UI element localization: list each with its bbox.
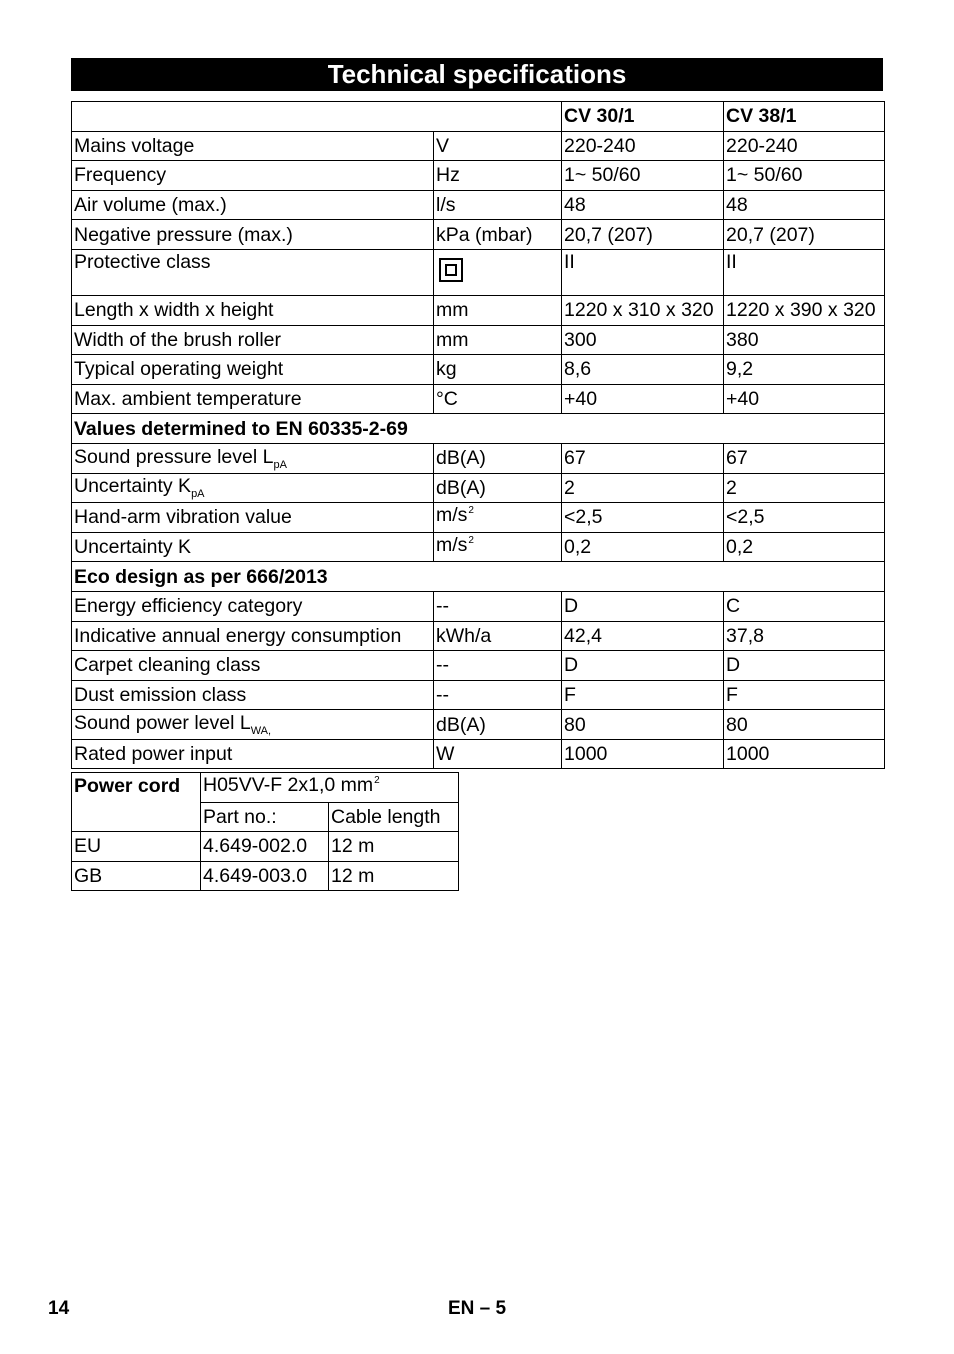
spec-label: Uncertainty K [72,532,434,562]
spec-unit: V [434,131,562,161]
spec-value-cv30: 2 [562,473,724,503]
spec-unit: dB(A) [434,710,562,740]
cord-part-no: 4.649-003.0 [201,861,329,891]
spec-value-cv38: 2 [724,473,885,503]
spec-unit: Hz [434,161,562,191]
spec-unit [434,532,562,562]
spec-label [72,473,434,503]
specifications-table [71,101,885,769]
spec-value-cv38: 0,2 [724,532,885,562]
spec-value-cv30: 67 [562,443,724,473]
spec-label [72,710,434,740]
label-subscript: WA, [250,725,272,738]
section-row [72,562,885,592]
spec-value-cv38: 9,2 [724,355,885,385]
unit-text: m/s [436,504,468,527]
spec-value-cv38: 1220 x 390 x 320 [724,295,885,325]
spec-label: Carpet cleaning class [72,651,434,681]
spec-value-cv38: 1~ 50/60 [724,161,885,191]
table-row [72,651,885,681]
spec-value-cv38: 1000 [724,739,885,769]
spec-label: Energy efficiency category [72,591,434,621]
section-row [72,414,885,444]
spec-label [72,443,434,473]
table-row [72,473,885,503]
table-row [72,532,885,562]
spec-label: Protective class [72,249,434,295]
spec-value-cv30: D [562,591,724,621]
spec-unit: kPa (mbar) [434,220,562,250]
table-row [72,249,885,295]
unit-superscript: 2 [468,505,474,517]
table-row [72,295,885,325]
table-row [72,861,459,891]
spec-value-cv38: 20,7 (207) [724,220,885,250]
spec-value-cv30: 220-240 [562,131,724,161]
cord-type-superscript: 2 [374,775,380,787]
spec-value-cv30: F [562,680,724,710]
header-blank-cell [72,102,562,132]
page-label: EN – 5 [448,1298,507,1319]
spec-value-cv30: +40 [562,384,724,414]
cable-length-header: Cable length [329,802,459,832]
spec-value-cv30: 48 [562,190,724,220]
model-header-cv38: CV 38/1 [724,102,885,132]
spec-unit: -- [434,591,562,621]
cord-type [201,773,459,803]
label-text: Sound pressure level L [74,445,274,468]
table-row [72,190,885,220]
spec-unit: mm [434,295,562,325]
spec-unit: mm [434,325,562,355]
table-row [72,503,885,533]
spec-value-cv38: F [724,680,885,710]
spec-value-cv38: 67 [724,443,885,473]
spec-value-cv30: 80 [562,710,724,740]
table-row [72,621,885,651]
table-row [72,680,885,710]
table-row [72,131,885,161]
model-header-cv30: CV 30/1 [562,102,724,132]
table-row [72,325,885,355]
spec-value-cv38: D [724,651,885,681]
power-cord-table [71,772,459,891]
label-subscript: pA [191,488,205,501]
label-subscript: pA [273,458,287,471]
section-heading-eco: Eco design as per 666/2013 [72,562,885,592]
spec-label: Max. ambient temperature [72,384,434,414]
table-header-row [72,102,885,132]
cord-region: GB [72,861,201,891]
spec-unit [434,503,562,533]
spec-label: Length x width x height [72,295,434,325]
table-row [72,161,885,191]
spec-label: Air volume (max.) [72,190,434,220]
spec-value-cv30: 1220 x 310 x 320 [562,295,724,325]
table-row [72,355,885,385]
spec-value-cv30: 1~ 50/60 [562,161,724,191]
spec-value-cv38: II [724,249,885,295]
cord-part-no: 4.649-002.0 [201,832,329,862]
spec-label: Hand-arm vibration value [72,503,434,533]
spec-unit: kWh/a [434,621,562,651]
cord-type-text: H05VV-F 2x1,0 mm [203,774,374,797]
spec-unit: W [434,739,562,769]
part-no-header: Part no.: [201,802,329,832]
spec-value-cv38: <2,5 [724,503,885,533]
spec-label: Typical operating weight [72,355,434,385]
spec-label: Rated power input [72,739,434,769]
protection-class-ii-icon [439,258,463,282]
unit-superscript: 2 [468,535,474,547]
spec-label: Negative pressure (max.) [72,220,434,250]
spec-unit [434,249,562,295]
spec-value-cv38: 37,8 [724,621,885,651]
spec-unit: dB(A) [434,443,562,473]
table-row [72,220,885,250]
table-row [72,384,885,414]
spec-unit: -- [434,651,562,681]
table-row [72,443,885,473]
page-number: 14 [48,1298,70,1319]
spec-value-cv30: 8,6 [562,355,724,385]
table-row [72,710,885,740]
spec-label: Indicative annual energy consumption [72,621,434,651]
spec-value-cv30: D [562,651,724,681]
spec-value-cv38: 220-240 [724,131,885,161]
page-title: Technical specifications [71,58,883,91]
table-row [72,591,885,621]
cord-header-row [72,773,459,803]
spec-value-cv38: 80 [724,710,885,740]
cord-length: 12 m [329,832,459,862]
cord-region: EU [72,832,201,862]
spec-label: Frequency [72,161,434,191]
spec-label: Mains voltage [72,131,434,161]
spec-unit: dB(A) [434,473,562,503]
spec-value-cv38: 380 [724,325,885,355]
label-text: Uncertainty K [74,475,192,498]
section-heading-en: Values determined to EN 60335-2-69 [72,414,885,444]
spec-value-cv30: 300 [562,325,724,355]
spec-value-cv30: <2,5 [562,503,724,533]
spec-label: Width of the brush roller [72,325,434,355]
table-row [72,739,885,769]
spec-unit: kg [434,355,562,385]
spec-unit: -- [434,680,562,710]
spec-value-cv38: 48 [724,190,885,220]
spec-value-cv38: C [724,591,885,621]
spec-value-cv30: 42,4 [562,621,724,651]
table-row [72,832,459,862]
unit-text: m/s [436,534,468,557]
spec-label: Dust emission class [72,680,434,710]
power-cord-label: Power cord [72,773,201,832]
spec-value-cv30: 0,2 [562,532,724,562]
spec-value-cv30: 1000 [562,739,724,769]
spec-value-cv30: 20,7 (207) [562,220,724,250]
spec-unit: °C [434,384,562,414]
spec-unit: l/s [434,190,562,220]
label-text: Sound power level L [74,712,251,735]
spec-value-cv38: +40 [724,384,885,414]
spec-value-cv30: II [562,249,724,295]
cord-length: 12 m [329,861,459,891]
